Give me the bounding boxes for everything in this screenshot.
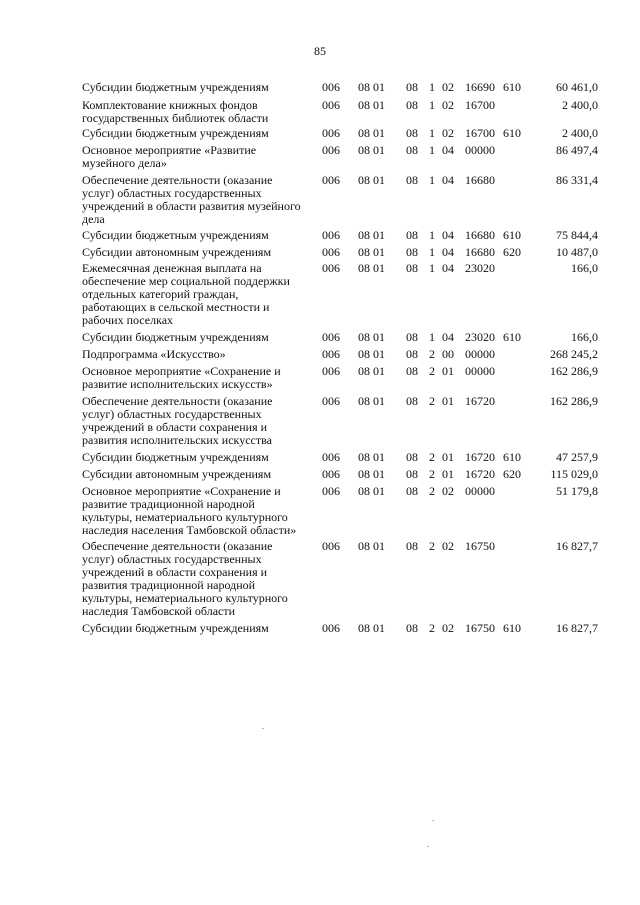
table-row xyxy=(82,468,602,481)
program-code: 08 xyxy=(406,126,418,140)
row-name: Субсидии бюджетным учреждениям xyxy=(82,126,269,140)
table-row xyxy=(82,81,602,94)
ministry-code: 006 xyxy=(322,621,340,635)
direction-code: 04 xyxy=(442,245,454,259)
direction-code: 02 xyxy=(442,539,454,553)
program-code: 08 xyxy=(406,394,418,408)
table-row xyxy=(82,99,602,125)
expense-code: 00000 xyxy=(465,364,495,378)
amount: 268 245,2 xyxy=(550,347,598,361)
ministry-code: 006 xyxy=(322,173,340,187)
ministry-code: 006 xyxy=(322,539,340,553)
subprogram-code: 1 xyxy=(429,126,435,140)
expense-code: 23020 xyxy=(465,261,495,275)
section-code: 08 01 xyxy=(358,467,385,481)
amount: 51 179,8 xyxy=(556,484,598,498)
subprogram-code: 1 xyxy=(429,330,435,344)
expense-code: 16720 xyxy=(465,394,495,408)
expense-code: 16720 xyxy=(465,450,495,464)
subprogram-code: 2 xyxy=(429,539,435,553)
amount: 16 827,7 xyxy=(556,621,598,635)
expense-type: 610 xyxy=(503,450,521,464)
row-name: Субсидии бюджетным учреждениям xyxy=(82,450,269,464)
ministry-code: 006 xyxy=(322,143,340,157)
program-code: 08 xyxy=(406,173,418,187)
expense-code: 16750 xyxy=(465,621,495,635)
section-code: 08 01 xyxy=(358,261,385,275)
program-code: 08 xyxy=(406,80,418,94)
row-name: Субсидии бюджетным учреждениям xyxy=(82,330,269,344)
program-code: 08 xyxy=(406,228,418,242)
expense-code: 00000 xyxy=(465,484,495,498)
amount: 86 497,4 xyxy=(556,143,598,157)
ministry-code: 006 xyxy=(322,364,340,378)
ministry-code: 006 xyxy=(322,467,340,481)
amount: 60 461,0 xyxy=(556,80,598,94)
section-code: 08 01 xyxy=(358,126,385,140)
table-row xyxy=(82,229,602,242)
expense-type: 610 xyxy=(503,228,521,242)
expense-type: 610 xyxy=(503,80,521,94)
program-code: 08 xyxy=(406,621,418,635)
program-code: 08 xyxy=(406,330,418,344)
row-name: Субсидии бюджетным учреждениям xyxy=(82,80,269,94)
row-name: Субсидии бюджетным учреждениям xyxy=(82,228,269,242)
ministry-code: 006 xyxy=(322,484,340,498)
section-code: 08 01 xyxy=(358,98,385,112)
direction-code: 02 xyxy=(442,621,454,635)
program-code: 08 xyxy=(406,484,418,498)
expense-code: 16680 xyxy=(465,228,495,242)
table-row xyxy=(82,144,602,170)
table-row xyxy=(82,485,602,537)
table-row xyxy=(82,365,602,391)
expense-type: 610 xyxy=(503,126,521,140)
program-code: 08 xyxy=(406,347,418,361)
expense-code: 16750 xyxy=(465,539,495,553)
direction-code: 02 xyxy=(442,126,454,140)
direction-code: 01 xyxy=(442,364,454,378)
section-code: 08 01 xyxy=(358,228,385,242)
expense-type: 610 xyxy=(503,330,521,344)
direction-code: 04 xyxy=(442,330,454,344)
table-row xyxy=(82,622,602,635)
direction-code: 01 xyxy=(442,467,454,481)
amount: 47 257,9 xyxy=(556,450,598,464)
amount: 2 400,0 xyxy=(562,98,598,112)
subprogram-code: 2 xyxy=(429,484,435,498)
program-code: 08 xyxy=(406,261,418,275)
subprogram-code: 2 xyxy=(429,394,435,408)
amount: 75 844,4 xyxy=(556,228,598,242)
ministry-code: 006 xyxy=(322,80,340,94)
expense-code: 16700 xyxy=(465,126,495,140)
section-code: 08 01 xyxy=(358,173,385,187)
row-name: Комплектование книжных фондов государственных библиотек области xyxy=(82,98,269,125)
table-row xyxy=(82,540,602,618)
table-row xyxy=(82,262,602,327)
ministry-code: 006 xyxy=(322,245,340,259)
subprogram-code: 1 xyxy=(429,173,435,187)
direction-code: 00 xyxy=(442,347,454,361)
subprogram-code: 1 xyxy=(429,245,435,259)
table-row xyxy=(82,127,602,140)
program-code: 08 xyxy=(406,98,418,112)
page-number: 85 xyxy=(314,44,326,58)
ministry-code: 006 xyxy=(322,228,340,242)
program-code: 08 xyxy=(406,143,418,157)
direction-code: 04 xyxy=(442,261,454,275)
row-name: Основное мероприятие «Сохранение и развитие традиционной народной культуры, нематериального культурного наследия населения Тамбовской области» xyxy=(82,484,297,537)
subprogram-code: 2 xyxy=(429,450,435,464)
direction-code: 02 xyxy=(442,484,454,498)
subprogram-code: 1 xyxy=(429,261,435,275)
expense-code: 16690 xyxy=(465,80,495,94)
subprogram-code: 2 xyxy=(429,467,435,481)
section-code: 08 01 xyxy=(358,330,385,344)
section-code: 08 01 xyxy=(358,364,385,378)
direction-code: 02 xyxy=(442,80,454,94)
amount: 10 487,0 xyxy=(556,245,598,259)
subprogram-code: 2 xyxy=(429,347,435,361)
amount: 2 400,0 xyxy=(562,126,598,140)
ministry-code: 006 xyxy=(322,261,340,275)
scan-speck xyxy=(427,846,429,847)
subprogram-code: 2 xyxy=(429,621,435,635)
direction-code: 02 xyxy=(442,98,454,112)
table-row xyxy=(82,246,602,259)
program-code: 08 xyxy=(406,245,418,259)
section-code: 08 01 xyxy=(358,621,385,635)
expense-code: 16700 xyxy=(465,98,495,112)
budget-table xyxy=(82,81,602,635)
ministry-code: 006 xyxy=(322,394,340,408)
program-code: 08 xyxy=(406,467,418,481)
subprogram-code: 1 xyxy=(429,143,435,157)
ministry-code: 006 xyxy=(322,450,340,464)
amount: 86 331,4 xyxy=(556,173,598,187)
section-code: 08 01 xyxy=(358,484,385,498)
expense-code: 16680 xyxy=(465,245,495,259)
amount: 115 029,0 xyxy=(550,467,598,481)
row-name: Основное мероприятие «Развитие музейного дела» xyxy=(82,143,257,170)
subprogram-code: 2 xyxy=(429,364,435,378)
section-code: 08 01 xyxy=(358,450,385,464)
row-name: Ежемесячная денежная выплата на обеспечение мер социальной поддержки отдельных категорий граждан, работающих в сельской местности и рабочих поселках xyxy=(82,261,290,327)
expense-code: 00000 xyxy=(465,347,495,361)
row-name: Субсидии автономным учреждениям xyxy=(82,467,272,481)
direction-code: 01 xyxy=(442,450,454,464)
section-code: 08 01 xyxy=(358,80,385,94)
section-code: 08 01 xyxy=(358,539,385,553)
section-code: 08 01 xyxy=(358,143,385,157)
ministry-code: 006 xyxy=(322,126,340,140)
expense-type: 620 xyxy=(503,245,521,259)
program-code: 08 xyxy=(406,364,418,378)
program-code: 08 xyxy=(406,539,418,553)
row-name: Обеспечение деятельности (оказание услуг) областных государственных учреждений в области сохранения и развития традиционной народной культуры, нематериального культурного наследия Тамбовской области xyxy=(82,539,288,618)
direction-code: 04 xyxy=(442,143,454,157)
amount: 166,0 xyxy=(571,330,598,344)
direction-code: 04 xyxy=(442,228,454,242)
table-row xyxy=(82,395,602,447)
ministry-code: 006 xyxy=(322,98,340,112)
expense-code: 16680 xyxy=(465,173,495,187)
row-name: Обеспечение деятельности (оказание услуг) областных государственных учреждений в области развития музейного дела xyxy=(82,173,301,226)
row-name: Субсидии бюджетным учреждениям xyxy=(82,621,269,635)
table-row xyxy=(82,174,602,226)
table-row xyxy=(82,331,602,344)
amount: 166,0 xyxy=(571,261,598,275)
scan-speck xyxy=(432,820,434,821)
row-name: Основное мероприятие «Сохранение и развитие исполнительских искусств» xyxy=(82,364,281,391)
amount: 162 286,9 xyxy=(550,394,598,408)
section-code: 08 01 xyxy=(358,347,385,361)
table-row xyxy=(82,348,602,361)
ministry-code: 006 xyxy=(322,330,340,344)
section-code: 08 01 xyxy=(358,245,385,259)
expense-type: 610 xyxy=(503,621,521,635)
direction-code: 01 xyxy=(442,394,454,408)
row-name: Подпрограмма «Искусство» xyxy=(82,347,226,361)
expense-code: 23020 xyxy=(465,330,495,344)
expense-code: 00000 xyxy=(465,143,495,157)
amount: 16 827,7 xyxy=(556,539,598,553)
subprogram-code: 1 xyxy=(429,98,435,112)
table-row xyxy=(82,451,602,464)
amount: 162 286,9 xyxy=(550,364,598,378)
row-name: Субсидии автономным учреждениям xyxy=(82,245,272,259)
row-name: Обеспечение деятельности (оказание услуг) областных государственных учреждений в области сохранения и развития исполнительских искусства xyxy=(82,394,273,447)
ministry-code: 006 xyxy=(322,347,340,361)
scan-speck xyxy=(262,728,264,729)
expense-type: 620 xyxy=(503,467,521,481)
program-code: 08 xyxy=(406,450,418,464)
section-code: 08 01 xyxy=(358,394,385,408)
direction-code: 04 xyxy=(442,173,454,187)
subprogram-code: 1 xyxy=(429,228,435,242)
subprogram-code: 1 xyxy=(429,80,435,94)
expense-code: 16720 xyxy=(465,467,495,481)
